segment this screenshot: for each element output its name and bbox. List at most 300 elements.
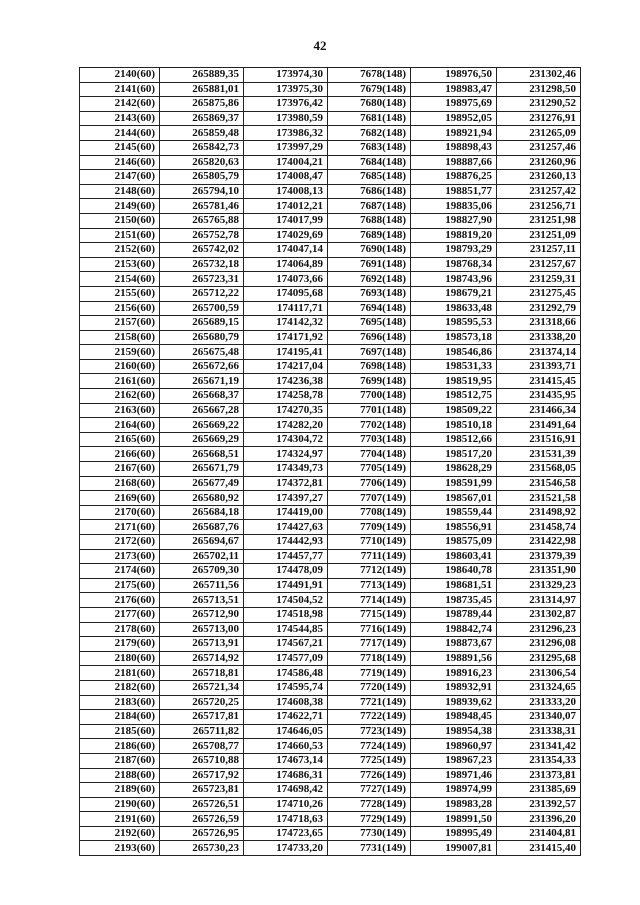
table-cell: 7720(149) [328, 680, 411, 695]
table-cell: 2183(60) [80, 695, 160, 710]
table-cell: 231379,39 [497, 549, 581, 564]
table-cell: 2146(60) [80, 155, 160, 170]
table-cell: 174586,48 [244, 666, 328, 681]
table-cell: 7718(149) [328, 651, 411, 666]
table-row [80, 418, 581, 433]
table-cell: 265667,28 [160, 403, 244, 418]
table-cell: 7678(148) [328, 68, 411, 83]
table-cell: 198628,29 [411, 462, 497, 477]
table-cell: 265713,00 [160, 622, 244, 637]
table-cell: 2167(60) [80, 462, 160, 477]
table-cell: 2193(60) [80, 841, 160, 856]
table-row [80, 637, 581, 652]
table-cell: 174349,73 [244, 462, 328, 477]
table-cell: 231318,66 [497, 316, 581, 331]
table-cell: 2155(60) [80, 286, 160, 301]
table-cell: 231260,96 [497, 155, 581, 170]
table-cell: 198510,18 [411, 418, 497, 433]
table-cell: 198575,09 [411, 535, 497, 550]
table-cell: 7703(148) [328, 432, 411, 447]
table-cell: 231329,23 [497, 578, 581, 593]
table-row [80, 199, 581, 214]
table-cell: 198983,47 [411, 82, 497, 97]
table-cell: 174397,27 [244, 491, 328, 506]
table-cell: 7690(148) [328, 243, 411, 258]
table-cell: 231351,90 [497, 564, 581, 579]
table-cell: 231341,42 [497, 739, 581, 754]
table-row [80, 184, 581, 199]
table-cell: 7705(149) [328, 462, 411, 477]
coordinates-table-body [80, 68, 581, 856]
table-cell: 7692(148) [328, 272, 411, 287]
table-row [80, 272, 581, 287]
table-cell: 231392,57 [497, 797, 581, 812]
table-cell: 198827,90 [411, 213, 497, 228]
table-cell: 198991,50 [411, 812, 497, 827]
table-cell: 2145(60) [80, 140, 160, 155]
table-cell: 265721,34 [160, 680, 244, 695]
table-cell: 198573,18 [411, 330, 497, 345]
table-cell: 174236,38 [244, 374, 328, 389]
table-cell: 2153(60) [80, 257, 160, 272]
table-row [80, 432, 581, 447]
table-cell: 265869,37 [160, 111, 244, 126]
table-cell: 7723(149) [328, 724, 411, 739]
table-cell: 198819,20 [411, 228, 497, 243]
table-cell: 2182(60) [80, 680, 160, 695]
table-cell: 231338,20 [497, 330, 581, 345]
table-cell: 174095,68 [244, 286, 328, 301]
table-cell: 7710(149) [328, 535, 411, 550]
table-cell: 7691(148) [328, 257, 411, 272]
table-cell: 265723,31 [160, 272, 244, 287]
table-cell: 265671,79 [160, 462, 244, 477]
table-cell: 231491,64 [497, 418, 581, 433]
table-cell: 174419,00 [244, 505, 328, 520]
table-cell: 231290,52 [497, 97, 581, 112]
table-cell: 174608,38 [244, 695, 328, 710]
table-cell: 174012,21 [244, 199, 328, 214]
table-cell: 174442,93 [244, 535, 328, 550]
table-row [80, 520, 581, 535]
table-cell: 231415,40 [497, 841, 581, 856]
table-cell: 231298,50 [497, 82, 581, 97]
table-cell: 265668,51 [160, 447, 244, 462]
table-cell: 2142(60) [80, 97, 160, 112]
table-cell: 265671,19 [160, 374, 244, 389]
table-cell: 174622,71 [244, 710, 328, 725]
table-cell: 2154(60) [80, 272, 160, 287]
table-cell: 198519,95 [411, 374, 497, 389]
table-cell: 2179(60) [80, 637, 160, 652]
table-cell: 173986,32 [244, 126, 328, 141]
table-row [80, 257, 581, 272]
table-cell: 7687(148) [328, 199, 411, 214]
table-cell: 198873,67 [411, 637, 497, 652]
table-row [80, 826, 581, 841]
table-cell: 2172(60) [80, 535, 160, 550]
table-cell: 174171,92 [244, 330, 328, 345]
table-cell: 198789,44 [411, 607, 497, 622]
table-row [80, 564, 581, 579]
table-cell: 231259,31 [497, 272, 581, 287]
table-cell: 198633,48 [411, 301, 497, 316]
table-cell: 7714(149) [328, 593, 411, 608]
table-cell: 2157(60) [80, 316, 160, 331]
table-cell: 7704(148) [328, 447, 411, 462]
table-cell: 7698(148) [328, 359, 411, 374]
table-cell: 231354,33 [497, 753, 581, 768]
table-cell: 2140(60) [80, 68, 160, 83]
table-row [80, 243, 581, 258]
table-cell: 7701(148) [328, 403, 411, 418]
table-cell: 174008,13 [244, 184, 328, 199]
table-cell: 7700(148) [328, 389, 411, 404]
table-cell: 265669,29 [160, 432, 244, 447]
table-cell: 7724(149) [328, 739, 411, 754]
table-cell: 231256,71 [497, 199, 581, 214]
table-cell: 174544,85 [244, 622, 328, 637]
table-cell: 2176(60) [80, 593, 160, 608]
table-cell: 2185(60) [80, 724, 160, 739]
table-cell: 231292,79 [497, 301, 581, 316]
table-row [80, 549, 581, 564]
table-cell: 231422,98 [497, 535, 581, 550]
table-cell: 7709(149) [328, 520, 411, 535]
table-cell: 7716(149) [328, 622, 411, 637]
table-cell: 231251,09 [497, 228, 581, 243]
table-cell: 2148(60) [80, 184, 160, 199]
table-row [80, 97, 581, 112]
table-cell: 265687,76 [160, 520, 244, 535]
table-cell: 174270,35 [244, 403, 328, 418]
table-cell: 174117,71 [244, 301, 328, 316]
table-cell: 198939,62 [411, 695, 497, 710]
table-cell: 198735,45 [411, 593, 497, 608]
table-cell: 265732,18 [160, 257, 244, 272]
table-cell: 7713(149) [328, 578, 411, 593]
table-cell: 265709,30 [160, 564, 244, 579]
table-row [80, 841, 581, 856]
table-cell: 174017,99 [244, 213, 328, 228]
table-cell: 265842,73 [160, 140, 244, 155]
table-cell: 231385,69 [497, 783, 581, 798]
table-cell: 2143(60) [80, 111, 160, 126]
table-cell: 2178(60) [80, 622, 160, 637]
table-cell: 198891,56 [411, 651, 497, 666]
table-cell: 265712,90 [160, 607, 244, 622]
table-cell: 2168(60) [80, 476, 160, 491]
table-cell: 231516,91 [497, 432, 581, 447]
table-cell: 265668,37 [160, 389, 244, 404]
table-cell: 265675,48 [160, 345, 244, 360]
table-cell: 198887,66 [411, 155, 497, 170]
table-cell: 7708(149) [328, 505, 411, 520]
table-cell: 2171(60) [80, 520, 160, 535]
table-cell: 198559,44 [411, 505, 497, 520]
table-cell: 7721(149) [328, 695, 411, 710]
table-cell: 174047,14 [244, 243, 328, 258]
table-cell: 2173(60) [80, 549, 160, 564]
table-cell: 231257,67 [497, 257, 581, 272]
table-cell: 198517,20 [411, 447, 497, 462]
table-cell: 2141(60) [80, 82, 160, 97]
table-row [80, 578, 581, 593]
table-cell: 174064,89 [244, 257, 328, 272]
table-cell: 7688(148) [328, 213, 411, 228]
table-cell: 174427,63 [244, 520, 328, 535]
table-cell: 198952,05 [411, 111, 497, 126]
table-cell: 265711,82 [160, 724, 244, 739]
table-row [80, 389, 581, 404]
table-cell: 198567,01 [411, 491, 497, 506]
table-cell: 231498,92 [497, 505, 581, 520]
table-cell: 198974,99 [411, 783, 497, 798]
table-cell: 7684(148) [328, 155, 411, 170]
table-cell: 231374,14 [497, 345, 581, 360]
table-row [80, 359, 581, 374]
table-cell: 265794,10 [160, 184, 244, 199]
table-cell: 265881,01 [160, 82, 244, 97]
table-cell: 174478,09 [244, 564, 328, 579]
table-cell: 265765,88 [160, 213, 244, 228]
table-row [80, 797, 581, 812]
table-cell: 174004,21 [244, 155, 328, 170]
table-cell: 231531,39 [497, 447, 581, 462]
table-cell: 2163(60) [80, 403, 160, 418]
table-cell: 265713,51 [160, 593, 244, 608]
table-row [80, 739, 581, 754]
table-row [80, 301, 581, 316]
table-cell: 173980,59 [244, 111, 328, 126]
table-row [80, 140, 581, 155]
table-cell: 7722(149) [328, 710, 411, 725]
table-cell: 265680,79 [160, 330, 244, 345]
table-cell: 265889,35 [160, 68, 244, 83]
table-cell: 198976,50 [411, 68, 497, 83]
table-cell: 265708,77 [160, 739, 244, 754]
table-cell: 231340,07 [497, 710, 581, 725]
table-cell: 198971,46 [411, 768, 497, 783]
table-cell: 174518,98 [244, 607, 328, 622]
table-cell: 173974,30 [244, 68, 328, 83]
table-cell: 2191(60) [80, 812, 160, 827]
table-cell: 174686,31 [244, 768, 328, 783]
table-cell: 7719(149) [328, 666, 411, 681]
table-cell: 198793,29 [411, 243, 497, 258]
table-cell: 7685(148) [328, 170, 411, 185]
table-cell: 198948,45 [411, 710, 497, 725]
table-row [80, 82, 581, 97]
table-row [80, 447, 581, 462]
table-cell: 2192(60) [80, 826, 160, 841]
table-cell: 7731(149) [328, 841, 411, 856]
table-cell: 7717(149) [328, 637, 411, 652]
table-row [80, 155, 581, 170]
table-cell: 2147(60) [80, 170, 160, 185]
table-row [80, 316, 581, 331]
table-row [80, 126, 581, 141]
table-cell: 231257,11 [497, 243, 581, 258]
table-row [80, 228, 581, 243]
table-cell: 2177(60) [80, 607, 160, 622]
table-cell: 231404,81 [497, 826, 581, 841]
table-cell: 2186(60) [80, 739, 160, 754]
table-cell: 174698,42 [244, 783, 328, 798]
table-cell: 231435,95 [497, 389, 581, 404]
table-row [80, 491, 581, 506]
table-cell: 2160(60) [80, 359, 160, 374]
table-cell: 231265,09 [497, 126, 581, 141]
table-cell: 198983,28 [411, 797, 497, 812]
table-cell: 2152(60) [80, 243, 160, 258]
table-cell: 2159(60) [80, 345, 160, 360]
table-cell: 231314,97 [497, 593, 581, 608]
table-row [80, 374, 581, 389]
table-row [80, 593, 581, 608]
table-cell: 198595,53 [411, 316, 497, 331]
table-cell: 198743,96 [411, 272, 497, 287]
table-row [80, 68, 581, 83]
table-row [80, 680, 581, 695]
table-cell: 7683(148) [328, 140, 411, 155]
table-cell: 265694,67 [160, 535, 244, 550]
table-cell: 265702,11 [160, 549, 244, 564]
table-cell: 198640,78 [411, 564, 497, 579]
table-cell: 265710,88 [160, 753, 244, 768]
table-cell: 174733,20 [244, 841, 328, 856]
table-cell: 198509,22 [411, 403, 497, 418]
table-cell: 2174(60) [80, 564, 160, 579]
table-cell: 198898,43 [411, 140, 497, 155]
table-cell: 174710,26 [244, 797, 328, 812]
table-cell: 231302,46 [497, 68, 581, 83]
table-cell: 174646,05 [244, 724, 328, 739]
table-row [80, 753, 581, 768]
table-row [80, 170, 581, 185]
table-cell: 265726,95 [160, 826, 244, 841]
table-cell: 7702(148) [328, 418, 411, 433]
table-row [80, 651, 581, 666]
page-number: 42 [313, 38, 327, 53]
table-cell: 198842,74 [411, 622, 497, 637]
table-row [80, 213, 581, 228]
table-cell: 265680,92 [160, 491, 244, 506]
table-cell: 2166(60) [80, 447, 160, 462]
table-cell: 7712(149) [328, 564, 411, 579]
table-cell: 7730(149) [328, 826, 411, 841]
table-row [80, 666, 581, 681]
table-cell: 7699(148) [328, 374, 411, 389]
table-cell: 231295,68 [497, 651, 581, 666]
table-cell: 265723,81 [160, 783, 244, 798]
table-row [80, 622, 581, 637]
table-cell: 7681(148) [328, 111, 411, 126]
table-cell: 173975,30 [244, 82, 328, 97]
table-cell: 231338,31 [497, 724, 581, 739]
table-row [80, 535, 581, 550]
table-row [80, 476, 581, 491]
table-cell: 173976,42 [244, 97, 328, 112]
table-cell: 7693(148) [328, 286, 411, 301]
table-cell: 174577,09 [244, 651, 328, 666]
table-cell: 2189(60) [80, 783, 160, 798]
table-row [80, 812, 581, 827]
table-cell: 7697(148) [328, 345, 411, 360]
table-cell: 2162(60) [80, 389, 160, 404]
table-cell: 231302,87 [497, 607, 581, 622]
table-cell: 198876,25 [411, 170, 497, 185]
table-cell: 265875,86 [160, 97, 244, 112]
table-cell: 198512,75 [411, 389, 497, 404]
table-cell: 174567,21 [244, 637, 328, 652]
table-cell: 2181(60) [80, 666, 160, 681]
table-cell: 231568,05 [497, 462, 581, 477]
table-cell: 265781,46 [160, 199, 244, 214]
table-cell: 198954,38 [411, 724, 497, 739]
table-cell: 231260,13 [497, 170, 581, 185]
table-cell: 231275,45 [497, 286, 581, 301]
table-cell: 2150(60) [80, 213, 160, 228]
table-cell: 265726,59 [160, 812, 244, 827]
table-cell: 231458,74 [497, 520, 581, 535]
table-cell: 231276,91 [497, 111, 581, 126]
table-cell: 198921,94 [411, 126, 497, 141]
table-row [80, 768, 581, 783]
table-cell: 265730,23 [160, 841, 244, 856]
table-cell: 198995,49 [411, 826, 497, 841]
table-row [80, 345, 581, 360]
table-cell: 174304,72 [244, 432, 328, 447]
table-cell: 198768,34 [411, 257, 497, 272]
table-cell: 198960,97 [411, 739, 497, 754]
table-cell: 265717,81 [160, 710, 244, 725]
table-cell: 2144(60) [80, 126, 160, 141]
table-cell: 7729(149) [328, 812, 411, 827]
table-cell: 265742,02 [160, 243, 244, 258]
table-cell: 198546,86 [411, 345, 497, 360]
table-cell: 2170(60) [80, 505, 160, 520]
table-cell: 198679,21 [411, 286, 497, 301]
table-cell: 265684,18 [160, 505, 244, 520]
table-cell: 198851,77 [411, 184, 497, 199]
table-cell: 2187(60) [80, 753, 160, 768]
table-cell: 231296,23 [497, 622, 581, 637]
table-cell: 2151(60) [80, 228, 160, 243]
table-cell: 231306,54 [497, 666, 581, 681]
table-row [80, 330, 581, 345]
table-cell: 231373,81 [497, 768, 581, 783]
table-cell: 174324,97 [244, 447, 328, 462]
table-cell: 265711,56 [160, 578, 244, 593]
table-cell: 174372,81 [244, 476, 328, 491]
table-row [80, 505, 581, 520]
table-cell: 174217,04 [244, 359, 328, 374]
table-cell: 2161(60) [80, 374, 160, 389]
table-cell: 198591,99 [411, 476, 497, 491]
table-cell: 265805,79 [160, 170, 244, 185]
table-cell: 231257,46 [497, 140, 581, 155]
table-cell: 2164(60) [80, 418, 160, 433]
table-cell: 7694(148) [328, 301, 411, 316]
table-cell: 265718,81 [160, 666, 244, 681]
table-cell: 2180(60) [80, 651, 160, 666]
table-cell: 174073,66 [244, 272, 328, 287]
table-cell: 231251,98 [497, 213, 581, 228]
table-cell: 265752,78 [160, 228, 244, 243]
table-cell: 198967,23 [411, 753, 497, 768]
table-cell: 7728(149) [328, 797, 411, 812]
